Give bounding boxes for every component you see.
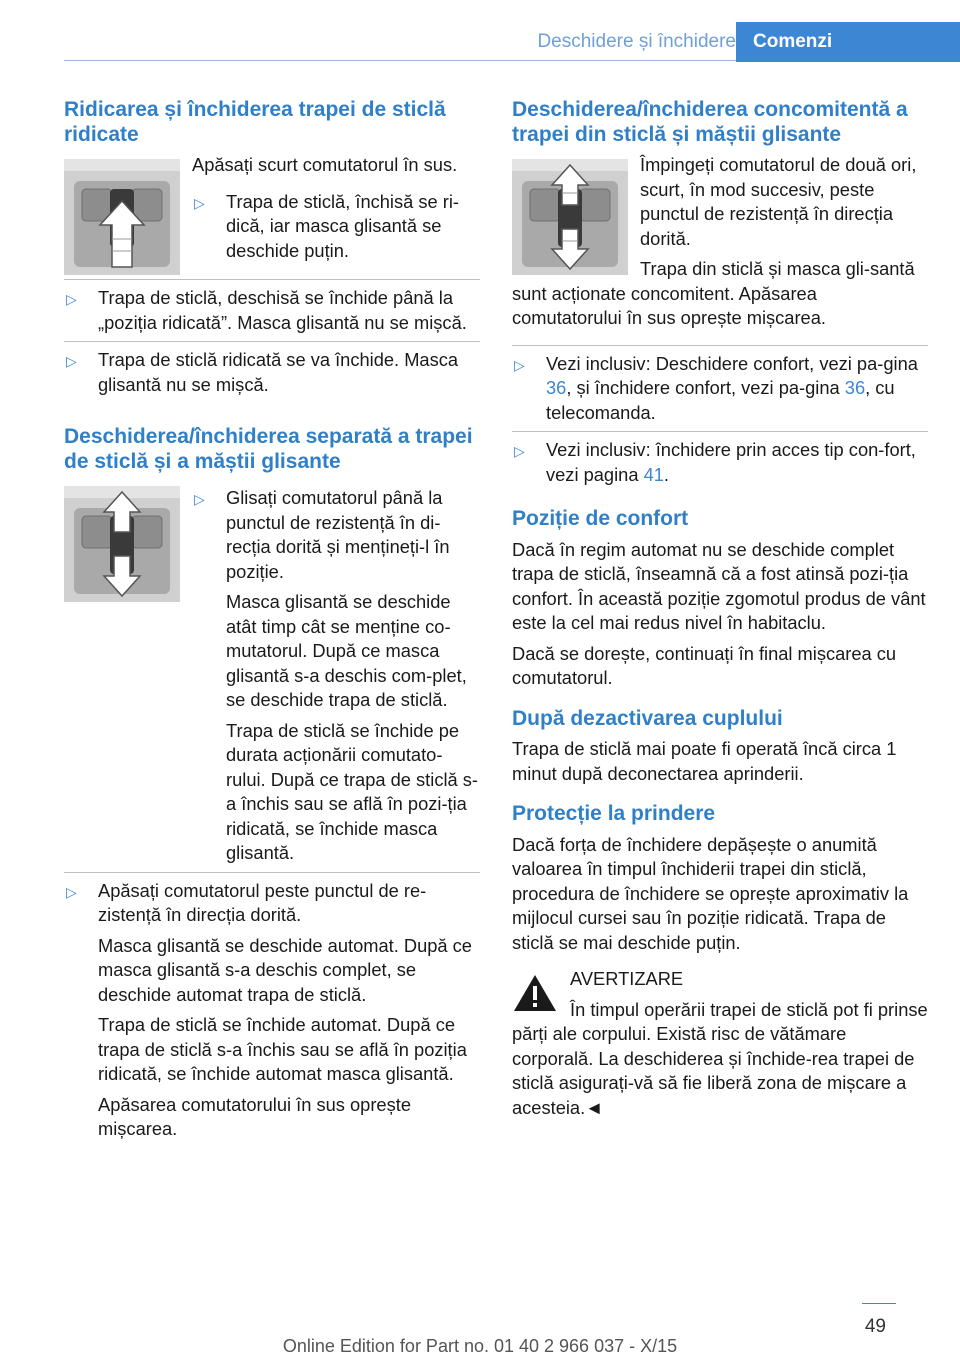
left-column (64, 98, 480, 1148)
section-title-concurrent: Deschiderea/închiderea concomitentă a trapei din sticlă și măștii glisante (512, 98, 908, 146)
warning-text: În timpul operării trapei de sticlă pot fi prinse părți ale corpului. Există risc de vătămare corporală. La deschiderea și închide-rea trapei de sticlă asigurați-vă să fie liberă zona de mișcare a acesteia.◄ (512, 998, 928, 1118)
switch-figure-double (512, 159, 628, 275)
page-link-36[interactable]: 36 (546, 377, 567, 398)
page-link-41[interactable]: 41 (643, 463, 664, 485)
triangle-bullet-icon: ▷ (514, 356, 525, 373)
warning-triangle-icon (512, 973, 558, 1013)
paragraph: Dacă forța de închidere depășește o anumită valoarea în timpul închiderii trapei din sticlă, procedura de închidere se oprește aproximativ la mijlocul cursei sau în poziție ridicată. Trapa de sticlă se mai deschide puțin. (512, 833, 909, 953)
switch-figure-updown (64, 486, 180, 602)
switch-figure-up (64, 159, 180, 275)
paragraph: Dacă în regim automat nu se deschide complet trapa de sticlă, înseamnă că a fost atinsă pozi-ția confort. În această poziție zgomotul produs de vânt este la cel mai redus nivel în habitaclu. (512, 538, 926, 633)
paragraph: Dacă se dorește, continuați în final mișcarea cu comutatorul. (512, 642, 897, 688)
warning-title: AVERTIZARE (570, 968, 684, 989)
list-item: ▷ Glisați comutatorul până la punctul de rezistență în di-recția dorită și mențineți-l în poziție. Masca glisantă se deschide atât timp cât se menține co-mutatorul. După ce masca glisantă s-a deschis com-plet, se deschide trapa de sticlă. Trapa de sticlă se închide pe durata acționării comutato-rului. După ce trapa de sticlă s-a închis sau se află în pozi-ția ridicată, se închide masca glisantă. (194, 487, 478, 863)
triangle-bullet-icon: ▷ (514, 443, 525, 459)
page-header (0, 22, 960, 62)
list-item: ▷ Vezi inclusiv: închidere prin acces tip con-fort, vezi pagina 41. (512, 431, 928, 493)
page-number: 49 (864, 1316, 886, 1337)
paragraph: Trapa din sticlă și masca gli-santă sunt acționate concomitent. Apăsarea comutatorului în sus oprește mișcarea. (512, 258, 915, 328)
triangle-bullet-icon: ▷ (66, 353, 77, 369)
list-item: ▷ Apăsați comutatorul peste punctul de re-zistență în direcția dorită. Masca glisantă se deschide automat. După ce masca glisantă s-a deschis complet, se deschide automat trapa de sticlă. Trapa de sticlă se închide automat. După ce trapa de sticlă s-a închis sau se află în poziția ridicată, se închide automat masca glisantă. Apăsarea comutatorului în sus oprește mișcarea. (64, 872, 480, 1148)
paragraph: Trapa de sticlă mai poate fi operată încă circa 1 minut după deconectarea aprinderii. (512, 738, 897, 784)
section-title-after-ignition: După dezactivarea cuplului (512, 706, 783, 730)
footer-rule (862, 1303, 896, 1304)
concurrent-list (512, 345, 928, 494)
header-section-title: Deschidere și închidere (537, 31, 736, 52)
section-title-raise-close: Ridicarea și închiderea trapei de sticlă ridicate (64, 98, 446, 146)
header-chapter-tab: Comenzi (736, 22, 960, 62)
intro-text: Apăsați scurt comutatorul în sus. (192, 154, 458, 175)
footer-edition-text: Online Edition for Part no. 01 40 2 966 037 - X/15 (282, 1336, 678, 1356)
list-item: ▷ Trapa de sticlă ridicată se va închide. Masca glisantă nu se mișcă. (64, 341, 480, 403)
paragraph: Împingeți comutatorul de două ori, scurt, în mod succesiv, peste punctul de rezistență în direcția dorită. (640, 154, 917, 249)
triangle-bullet-icon: ▷ (194, 194, 205, 211)
page-link-36[interactable]: 36 (844, 377, 866, 398)
section-title-pinch-protection: Protecție la prindere (512, 802, 716, 825)
triangle-bullet-icon: ▷ (194, 491, 205, 507)
list-item: ▷ Trapa de sticlă, deschisă se închide până la „poziția ridicată”. Masca glisantă nu se mișcă. (64, 279, 480, 341)
triangle-bullet-icon: ▷ (66, 291, 77, 307)
right-column (512, 98, 928, 1126)
warning-box (512, 967, 928, 1120)
list-item: ▷ Vezi inclusiv: Deschidere confort, vezi pa-gina 36, și închidere confort, vezi pa-gina 36, cu telecomanda. (514, 352, 918, 423)
list-item: ▷ Trapa de sticlă, închisă se ri-dică, iar masca glisantă se deschide puțin. (194, 190, 460, 261)
section-title-separate: Deschiderea/închiderea separată a trapei de sticlă și a măștii glisante (64, 425, 473, 473)
header-rule (64, 60, 736, 61)
triangle-bullet-icon: ▷ (66, 883, 77, 900)
section-title-comfort: Poziție de confort (512, 507, 689, 530)
